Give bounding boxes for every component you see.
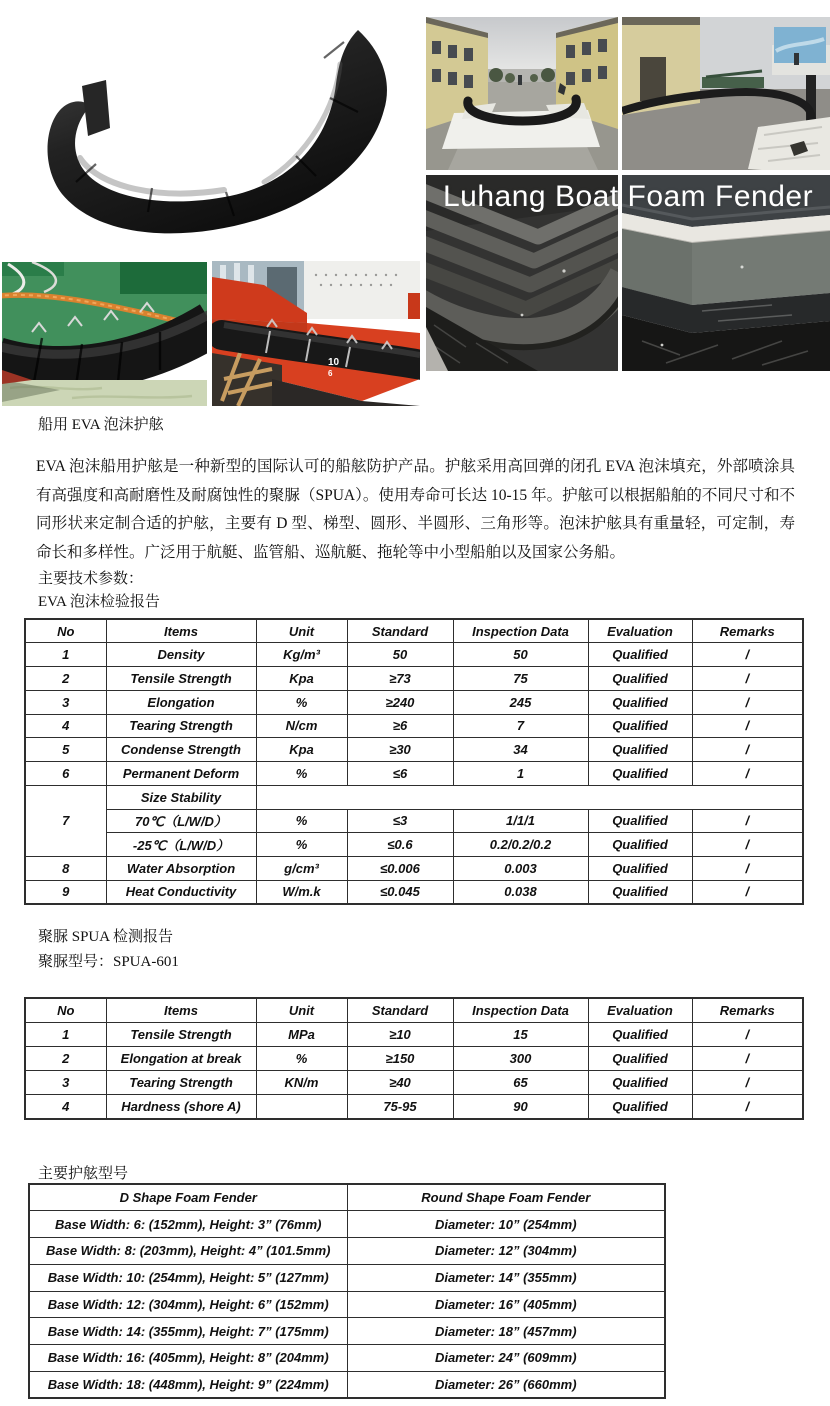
table-cell: 75 [453, 667, 588, 691]
table-cell: Density [106, 643, 256, 667]
table-cell: Diameter: 26” (660mm) [347, 1371, 665, 1398]
table-cell: / [692, 1071, 803, 1095]
table-cell: Diameter: 18” (457mm) [347, 1318, 665, 1345]
column-header: Unit [256, 619, 347, 643]
table-cell: Kg/m³ [256, 643, 347, 667]
table-cell: Base Width: 10: (254mm), Height: 5” (127mm) [29, 1264, 347, 1291]
table-cell: Diameter: 16” (405mm) [347, 1291, 665, 1318]
column-header: Round Shape Foam Fender [347, 1184, 665, 1211]
table-cell: 4 [25, 714, 106, 738]
table-cell: 34 [453, 738, 588, 762]
table-cell: ≥6 [347, 714, 453, 738]
table-cell-merged-empty [256, 785, 803, 809]
table-row [25, 738, 803, 762]
table-cell: ≤6 [347, 762, 453, 786]
table-cell: 300 [453, 1046, 588, 1070]
spua-inspection-table [24, 997, 804, 1120]
table-cell: / [692, 809, 803, 833]
table-cell: Elongation at break [106, 1046, 256, 1070]
table-cell: 1 [25, 643, 106, 667]
table-cell: KN/m [256, 1071, 347, 1095]
table-cell: N/cm [256, 714, 347, 738]
spua-report-heading: 聚脲 SPUA 检测报告 [38, 929, 174, 945]
table-cell: ≤0.045 [347, 880, 453, 904]
table-cell: Heat Conductivity [106, 880, 256, 904]
table-cell: ≤0.006 [347, 857, 453, 881]
table-cell: Qualified [588, 738, 692, 762]
table-cell: Kpa [256, 738, 347, 762]
column-header: Unit [256, 998, 347, 1022]
table-cell: / [692, 667, 803, 691]
table-cell-no: 7 [25, 785, 106, 856]
yard-left-illustration [426, 17, 618, 170]
table-cell: / [692, 762, 803, 786]
fender-models-table [28, 1183, 666, 1399]
table-cell: ≥30 [347, 738, 453, 762]
column-header: No [25, 619, 106, 643]
table-cell: Qualified [588, 667, 692, 691]
table-cell: / [692, 1046, 803, 1070]
table-cell: 2 [25, 667, 106, 691]
table-cell: ≥40 [347, 1071, 453, 1095]
table-row-group [25, 785, 803, 809]
table-subrow [25, 809, 803, 833]
table-cell: Diameter: 12” (304mm) [347, 1238, 665, 1265]
factory-yard-photo-left [426, 17, 618, 170]
hull-marking-10: 10 [328, 357, 340, 368]
table-cell: Qualified [588, 809, 692, 833]
table-cell: Kpa [256, 667, 347, 691]
table-cell: ≥150 [347, 1046, 453, 1070]
table-cell: 0.003 [453, 857, 588, 881]
table-cell: 0.2/0.2/0.2 [453, 833, 588, 857]
table-cell: Condense Strength [106, 738, 256, 762]
table-row [25, 1046, 803, 1070]
table-cell: Diameter: 24” (609mm) [347, 1345, 665, 1372]
table-cell: ≤0.6 [347, 833, 453, 857]
table-cell: Tensile Strength [106, 1022, 256, 1046]
table-cell: Hardness (shore A) [106, 1095, 256, 1119]
table-cell: / [692, 880, 803, 904]
table-cell: Base Width: 12: (304mm), Height: 6” (152mm) [29, 1291, 347, 1318]
table-cell: 3 [25, 1071, 106, 1095]
table-cell: Qualified [588, 714, 692, 738]
table-cell: Qualified [588, 1095, 692, 1119]
table-cell: 5 [25, 738, 106, 762]
column-header: Evaluation [588, 619, 692, 643]
green-boat-illustration [2, 262, 207, 406]
green-boat-fender-photo [2, 262, 207, 406]
table-cell: Tensile Strength [106, 667, 256, 691]
table-row [29, 1211, 665, 1238]
table-cell: g/cm³ [256, 857, 347, 881]
table-cell: Diameter: 10” (254mm) [347, 1211, 665, 1238]
table-row [25, 643, 803, 667]
table-row [25, 714, 803, 738]
table-row [25, 1022, 803, 1046]
spua-table-head [25, 998, 803, 1022]
table-subrow [25, 833, 803, 857]
table-cell-group: Size Stability [106, 785, 256, 809]
spua-model-label: 聚脲型号：SPUA-601 [38, 954, 179, 970]
column-header: Items [106, 619, 256, 643]
table-cell: % [256, 809, 347, 833]
eva-table-body [25, 643, 803, 904]
table-cell: Qualified [588, 1022, 692, 1046]
table-cell: Tearing Strength [106, 714, 256, 738]
table-cell: Tearing Strength [106, 1071, 256, 1095]
table-cell: 2 [25, 1046, 106, 1070]
red-boat-fender-photo [212, 261, 420, 406]
hull-marking-6: 6 [328, 369, 333, 378]
table-cell: 75-95 [347, 1095, 453, 1119]
header-row [25, 998, 803, 1022]
models-table-head [29, 1184, 665, 1211]
table-cell: 7 [453, 714, 588, 738]
models-table-body [29, 1211, 665, 1398]
table-row [29, 1264, 665, 1291]
column-header: Remarks [692, 998, 803, 1022]
table-cell: Qualified [588, 690, 692, 714]
table-cell: 8 [25, 857, 106, 881]
table-row [29, 1238, 665, 1265]
table-cell: / [692, 690, 803, 714]
table-cell: 1/1/1 [453, 809, 588, 833]
column-header: Evaluation [588, 998, 692, 1022]
table-row [29, 1291, 665, 1318]
table-row [25, 1095, 803, 1119]
table-cell: W/m.k [256, 880, 347, 904]
table-cell: % [256, 1046, 347, 1070]
table-cell: 6 [25, 762, 106, 786]
header-row [29, 1184, 665, 1211]
eva-foam-inspection-table [24, 618, 804, 905]
table-row [25, 857, 803, 881]
table-cell: / [692, 714, 803, 738]
table-cell: Base Width: 8: (203mm), Height: 4” (101.5mm) [29, 1238, 347, 1265]
table-cell: / [692, 833, 803, 857]
table-cell: Base Width: 6: (152mm), Height: 3” (76mm) [29, 1211, 347, 1238]
yard-right-illustration [622, 17, 830, 170]
table-cell: / [692, 738, 803, 762]
hero-overlay-title: Luhang Boat Foam Fender [443, 180, 814, 213]
table-cell: 9 [25, 880, 106, 904]
table-row [25, 880, 803, 904]
table-cell: Qualified [588, 762, 692, 786]
table-cell: Permanent Deform [106, 762, 256, 786]
table-cell: 50 [453, 643, 588, 667]
tech-params-heading: 主要技术参数： [38, 571, 144, 587]
table-row [29, 1318, 665, 1345]
table-cell: Qualified [588, 643, 692, 667]
eva-table-head [25, 619, 803, 643]
table-cell: % [256, 762, 347, 786]
table-cell: 70℃（L/W/D） [106, 809, 256, 833]
table-cell: Elongation [106, 690, 256, 714]
table-cell: Base Width: 18: (448mm), Height: 9” (224mm) [29, 1371, 347, 1398]
table-cell: 0.038 [453, 880, 588, 904]
table-cell: 1 [25, 1022, 106, 1046]
table-cell: Qualified [588, 1071, 692, 1095]
table-cell: Qualified [588, 857, 692, 881]
table-cell: / [692, 1095, 803, 1119]
curved-fender-product-photo [8, 6, 428, 256]
column-header: Inspection Data [453, 998, 588, 1022]
table-cell [256, 1095, 347, 1119]
red-boat-illustration [212, 261, 420, 406]
table-cell: Base Width: 16: (405mm), Height: 8” (204mm) [29, 1345, 347, 1372]
spua-table-body [25, 1022, 803, 1119]
table-cell: / [692, 1022, 803, 1046]
table-cell: 15 [453, 1022, 588, 1046]
table-cell: 90 [453, 1095, 588, 1119]
table-cell: 245 [453, 690, 588, 714]
table-cell: -25℃（L/W/D） [106, 833, 256, 857]
table-cell: 3 [25, 690, 106, 714]
table-cell: ≥240 [347, 690, 453, 714]
table-cell: % [256, 833, 347, 857]
table-row [25, 1071, 803, 1095]
table-cell: MPa [256, 1022, 347, 1046]
curved-fender-illustration [8, 6, 428, 256]
table-cell: Qualified [588, 1046, 692, 1070]
table-cell: Diameter: 14” (355mm) [347, 1264, 665, 1291]
table-row [29, 1345, 665, 1372]
table-cell: Qualified [588, 833, 692, 857]
table-row [25, 690, 803, 714]
column-header: Inspection Data [453, 619, 588, 643]
factory-yard-photo-right [622, 17, 830, 170]
table-cell: 50 [347, 643, 453, 667]
column-header: Standard [347, 619, 453, 643]
table-cell: ≤3 [347, 809, 453, 833]
table-cell: Base Width: 14: (355mm), Height: 7” (175mm) [29, 1318, 347, 1345]
column-header: D Shape Foam Fender [29, 1184, 347, 1211]
intro-paragraph: EVA 泡沫船用护舷是一种新型的国际认可的船舷防护产品。护舷采用高回弹的闭孔 EVA 泡沫填充，外部喷涂具有高强度和高耐磨性及耐腐蚀性的聚脲（SPUA）。使用寿命可长达 10-15 年。护舷可以根据船舶的不同尺寸和不同形状来定制合适的护舷，主要有 D 型、梯型、圆形、半圆形、三角形等。泡沫护舷具有重量轻，可定制，寿命长和多样性。广泛用于航艇、监管船、巡航艇、拖轮等中小型船舶以及国家公务船。 [36, 458, 795, 562]
column-header: No [25, 998, 106, 1022]
table-cell: ≥73 [347, 667, 453, 691]
header-row [25, 619, 803, 643]
table-cell: / [692, 643, 803, 667]
table-row [25, 762, 803, 786]
table-cell: Water Absorption [106, 857, 256, 881]
table-row [29, 1371, 665, 1398]
table-cell: 1 [453, 762, 588, 786]
column-header: Items [106, 998, 256, 1022]
column-header: Standard [347, 998, 453, 1022]
table-cell: 65 [453, 1071, 588, 1095]
table-cell: ≥10 [347, 1022, 453, 1046]
table-cell: Qualified [588, 880, 692, 904]
eva-report-heading: EVA 泡沫检验报告 [38, 594, 160, 610]
table-cell: / [692, 857, 803, 881]
product-title: 船用 EVA 泡沫护舷 [38, 417, 164, 433]
table-cell: 4 [25, 1095, 106, 1119]
table-cell: % [256, 690, 347, 714]
column-header: Remarks [692, 619, 803, 643]
models-heading: 主要护舷型号 [38, 1166, 129, 1182]
table-row [25, 667, 803, 691]
